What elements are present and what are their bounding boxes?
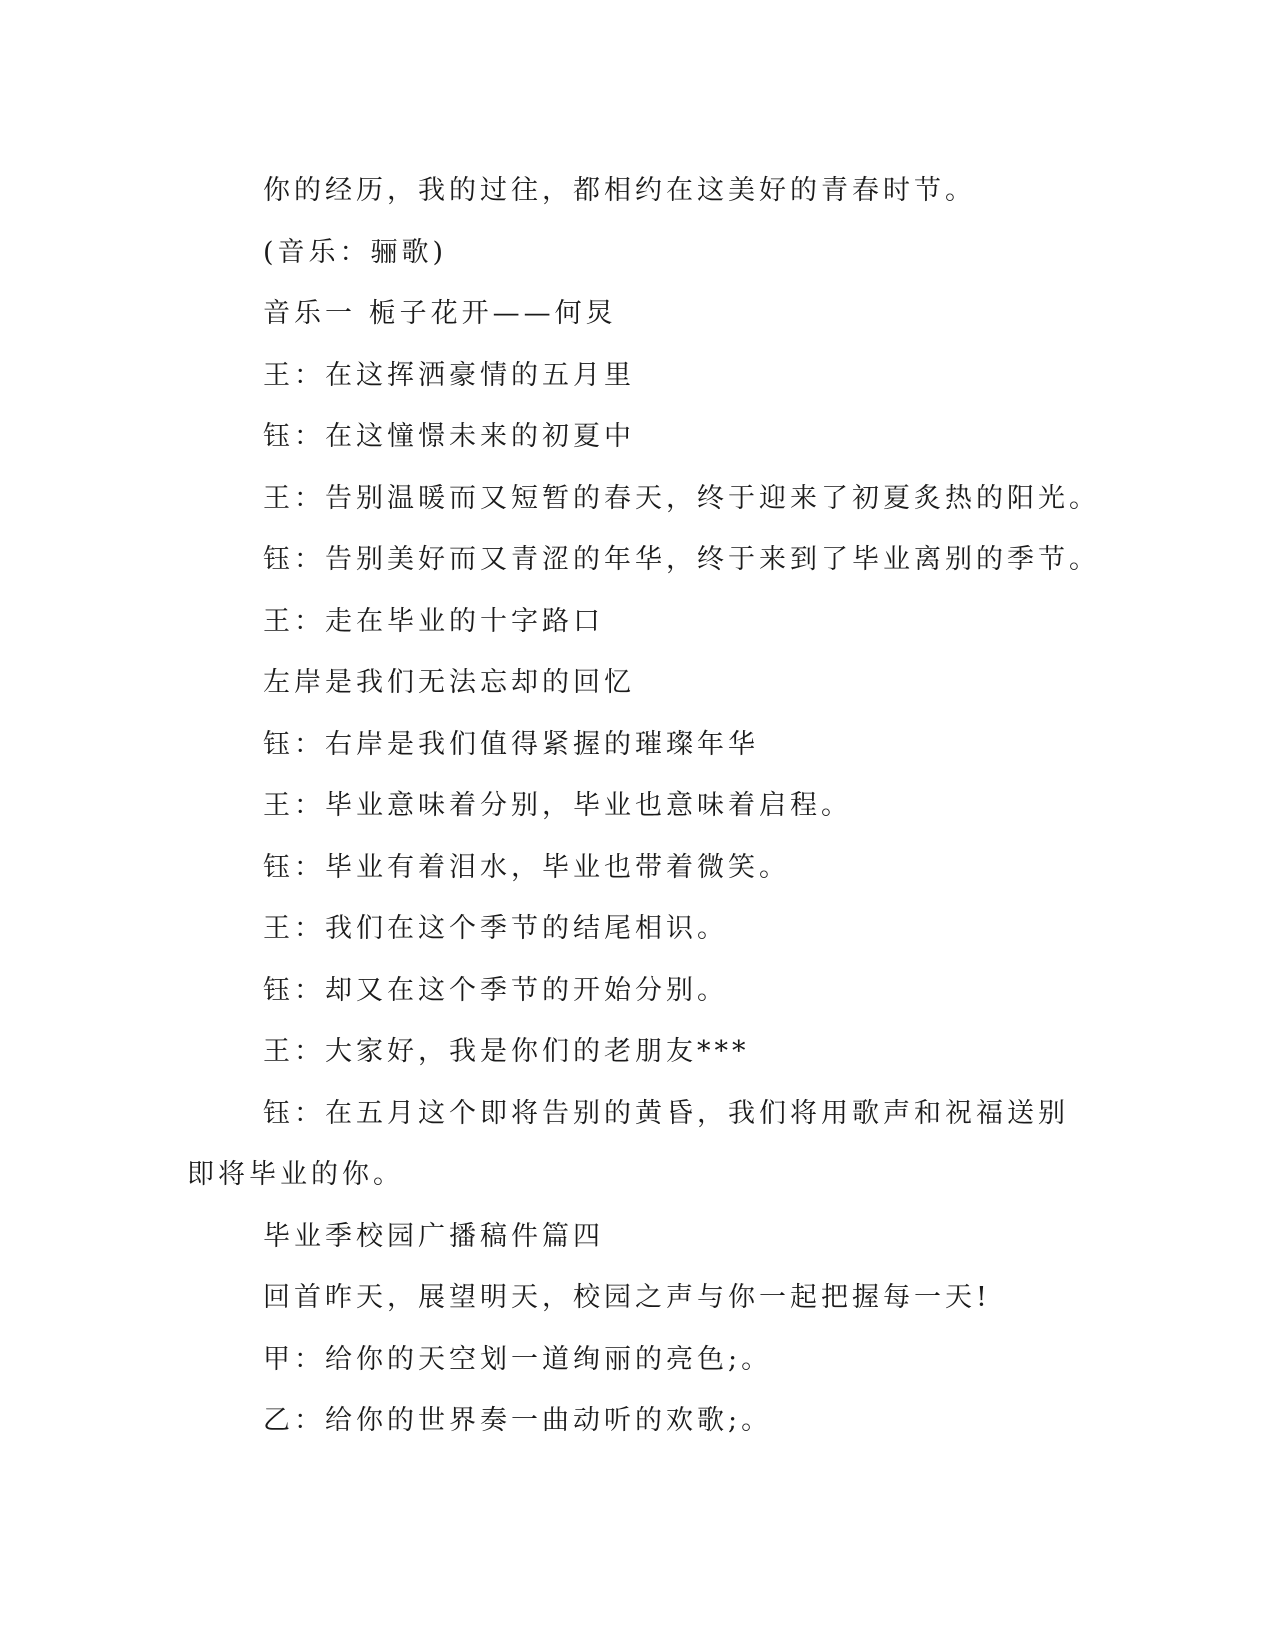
paragraph: 甲：给你的天空划一道绚丽的亮色;。 [263, 1343, 773, 1375]
paragraph: 你的经历，我的过往，都相约在这美好的青春时节。 [263, 175, 976, 206]
document-body [187, 160, 1100, 1452]
section-heading: 毕业季校园广播稿件篇四 [263, 1220, 604, 1252]
paragraph: 钰：右岸是我们值得紧握的璀璨年华 [263, 728, 759, 760]
paragraph: 王：走在毕业的十字路口 [263, 605, 604, 637]
paragraph: 王：我们在这个季节的结尾相识。 [263, 913, 728, 944]
paragraph: 音乐一 栀子花开——何炅 [263, 298, 617, 329]
paragraph: 左岸是我们无法忘却的回忆 [263, 667, 635, 698]
paragraph: 钰：却又在这个季节的开始分别。 [263, 974, 728, 1006]
paragraph: 王：告别温暖而又短暂的春天，终于迎来了初夏炙热的阳光。 [263, 482, 1100, 514]
paragraph: 王：在这挥洒豪情的五月里 [263, 359, 635, 391]
paragraph: 钰：毕业有着泪水，毕业也带着微笑。 [263, 851, 790, 883]
paragraph: 乙：给你的世界奏一曲动听的欢歌;。 [263, 1405, 773, 1436]
paragraph: 钰：在这憧憬未来的初夏中 [263, 421, 635, 452]
paragraph: (音乐：骊歌) [263, 236, 448, 268]
paragraph: 王：毕业意味着分别，毕业也意味着启程。 [263, 790, 852, 821]
paragraph: 王：大家好，我是你们的老朋友*** [263, 1036, 750, 1067]
paragraph: 回首昨天，展望明天，校园之声与你一起把握每一天! [263, 1282, 991, 1313]
paragraph: 钰：告别美好而又青涩的年华，终于来到了毕业离别的季节。 [263, 544, 1100, 575]
paragraph: 钰：在五月这个即将告别的黄昏，我们将用歌声和祝福送别即将毕业的你。 [187, 1097, 1069, 1190]
